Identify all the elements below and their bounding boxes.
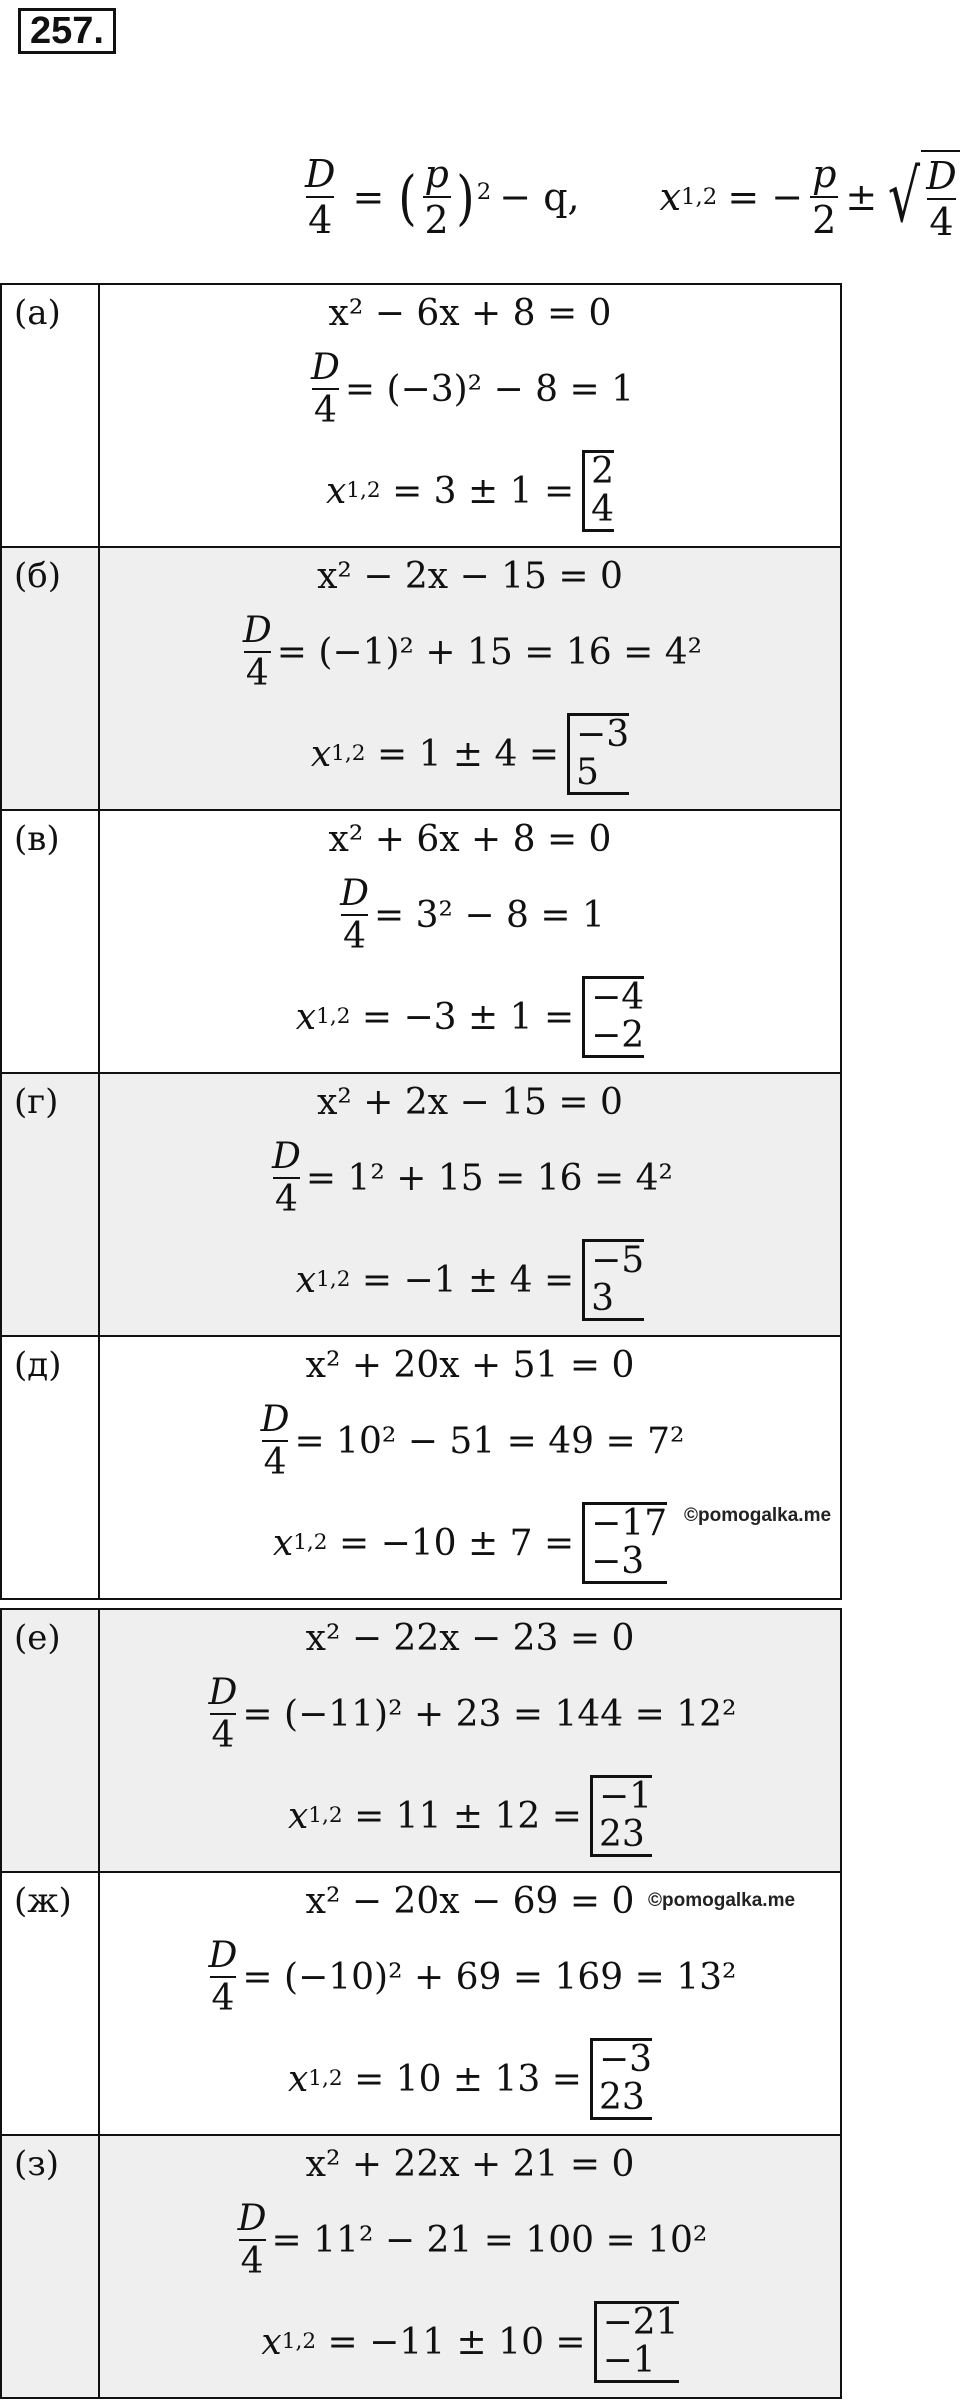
discriminant-value: = 10² − 51 = 49 = 7² (294, 1420, 685, 1462)
roots-line: x 1,2 = 1 ± 4 = −3 5 (310, 714, 630, 793)
discriminant-line: $\frac{D}{4}$ = (−10)² + 69 = 169 = 13² (208, 1935, 737, 2019)
solution-row-f (1, 1609, 841, 1872)
equation: x² − 2x − 15 = 0 (317, 555, 623, 597)
roots-bracket: −21 −1 (594, 2301, 679, 2383)
denominator: 2 (812, 198, 837, 242)
roots-bracket: −5 3 (582, 1239, 644, 1321)
problem-number: 257. (18, 8, 116, 54)
d-over-4-fraction (303, 152, 337, 242)
equation: x² − 6x + 8 = 0 (328, 292, 612, 334)
solutions-table-1 (0, 283, 842, 1600)
roots-line: x 1,2 = 11 ± 12 = −1 23 (287, 1776, 653, 1855)
discriminant-value: = (−1)² + 15 = 16 = 4² (276, 631, 703, 673)
plus-minus: ± (845, 175, 878, 219)
solution-row-b (1, 547, 841, 810)
row-label: (а) (14, 293, 61, 333)
roots-expression: = −10 ± 7 = (338, 1522, 575, 1564)
p-over-2-fraction-2 (810, 152, 838, 242)
denominator: 4 (929, 200, 954, 244)
discriminant-value: = (−11)² + 23 = 144 = 12² (242, 1693, 737, 1735)
row-label: (б) (14, 556, 61, 596)
discriminant-formula: $\frac{D}{4}$ = ( $\frac{p}{2}$ ) $^2$ − q, x 1,2 = − $\frac{p}{2}$ ± √ $\frac{D}{4}$ (300, 150, 960, 244)
roots-expression: = 11 ± 12 = (354, 1795, 582, 1837)
solutions-table-2 (0, 1608, 842, 2399)
equation: x² + 20x + 51 = 0 (305, 1344, 635, 1386)
row-label: (д) (14, 1345, 62, 1385)
sqrt-radicand (921, 150, 960, 244)
row-label: (ж) (14, 1881, 72, 1921)
roots-bracket: −4 −2 (582, 976, 644, 1058)
discriminant-line: $\frac{D}{4}$ = 10² − 51 = 49 = 7² (260, 1399, 685, 1483)
discriminant-line: $\frac{D}{4}$ = (−11)² + 23 = 144 = 12² (208, 1672, 737, 1756)
roots-expression: = −3 ± 1 = (361, 996, 575, 1038)
roots-line: x 1,2 = −1 ± 4 = −5 3 (295, 1240, 645, 1319)
roots-bracket: −3 5 (567, 713, 629, 795)
sqrt-icon: √ (888, 155, 921, 239)
equals-minus: = − (727, 175, 804, 219)
equation: x² − 20x − 69 = 0 (305, 1880, 635, 1922)
discriminant-value: = 11² − 21 = 100 = 10² (271, 2219, 708, 2261)
discriminant-line: $\frac{D}{4}$ = 11² − 21 = 100 = 10² (237, 2198, 708, 2282)
solution-row-e (1, 1336, 841, 1599)
roots-expression: = 3 ± 1 = (392, 470, 575, 512)
discriminant-line: $\frac{D}{4}$ = 3² − 8 = 1 (340, 873, 605, 957)
roots-bracket: 2 4 (582, 450, 614, 532)
roots-bracket: −17 −3 (582, 1502, 667, 1584)
watermark: ©pomogalka.me (684, 1505, 832, 1526)
p-over-2-fraction (422, 152, 450, 242)
numerator: D (305, 152, 336, 196)
solution-row-c (1, 810, 841, 1073)
solution-row-a (1, 284, 841, 547)
equation: x² − 22x − 23 = 0 (305, 1617, 635, 1659)
discriminant-value: = 1² + 15 = 16 = 4² (305, 1157, 673, 1199)
row-label: (з) (14, 2144, 60, 2184)
numerator: D (926, 154, 957, 198)
discriminant-line: $\frac{D}{4}$ = 1² + 15 = 16 = 4² (272, 1136, 673, 1220)
roots-line: x 1,2 = −3 ± 1 = −4 −2 (295, 977, 645, 1056)
roots-variable: x (659, 175, 682, 219)
discriminant-value: = 3² − 8 = 1 (374, 894, 605, 936)
row-label: (г) (14, 1082, 59, 1122)
discriminant-value: = (−10)² + 69 = 169 = 13² (242, 1956, 737, 1998)
equation: x² + 6x + 8 = 0 (328, 818, 612, 860)
row-label: (е) (14, 1618, 61, 1658)
minus-q: − q, (499, 175, 580, 219)
roots-expression: = −1 ± 4 = (361, 1259, 575, 1301)
numerator: p (812, 152, 837, 196)
discriminant-value: = (−3)² − 8 = 1 (344, 368, 634, 410)
roots-line: x 1,2 = 3 ± 1 = 2 4 (325, 451, 615, 530)
row-label: (в) (14, 819, 60, 859)
roots-line: x 1,2 = −11 ± 10 = −21 −1 (261, 2302, 679, 2381)
roots-line: x 1,2 = 10 ± 13 = −3 23 (287, 2039, 653, 2118)
watermark-2: ©pomogalka.me (648, 1890, 796, 1911)
roots-line: x 1,2 = −10 ± 7 = −17 −3 (272, 1503, 668, 1582)
roots-expression: = 10 ± 13 = (354, 2058, 582, 2100)
discriminant-line: $\frac{D}{4}$ = (−3)² − 8 = 1 (311, 347, 634, 431)
equation: x² + 2x − 15 = 0 (317, 1081, 623, 1123)
denominator: 2 (424, 198, 449, 242)
roots-bracket: −3 23 (590, 2038, 652, 2120)
equation: x² + 22x + 21 = 0 (305, 2143, 635, 2185)
solution-row-h (1, 2135, 841, 2398)
roots-bracket: −1 23 (590, 1775, 652, 1857)
discriminant-line: $\frac{D}{4}$ = (−1)² + 15 = 16 = 4² (242, 610, 703, 694)
solution-row-d (1, 1073, 841, 1336)
denominator: 4 (308, 198, 333, 242)
numerator: p (424, 152, 449, 196)
roots-expression: = −11 ± 10 = (327, 2321, 586, 2363)
roots-expression: = 1 ± 4 = (376, 733, 560, 775)
